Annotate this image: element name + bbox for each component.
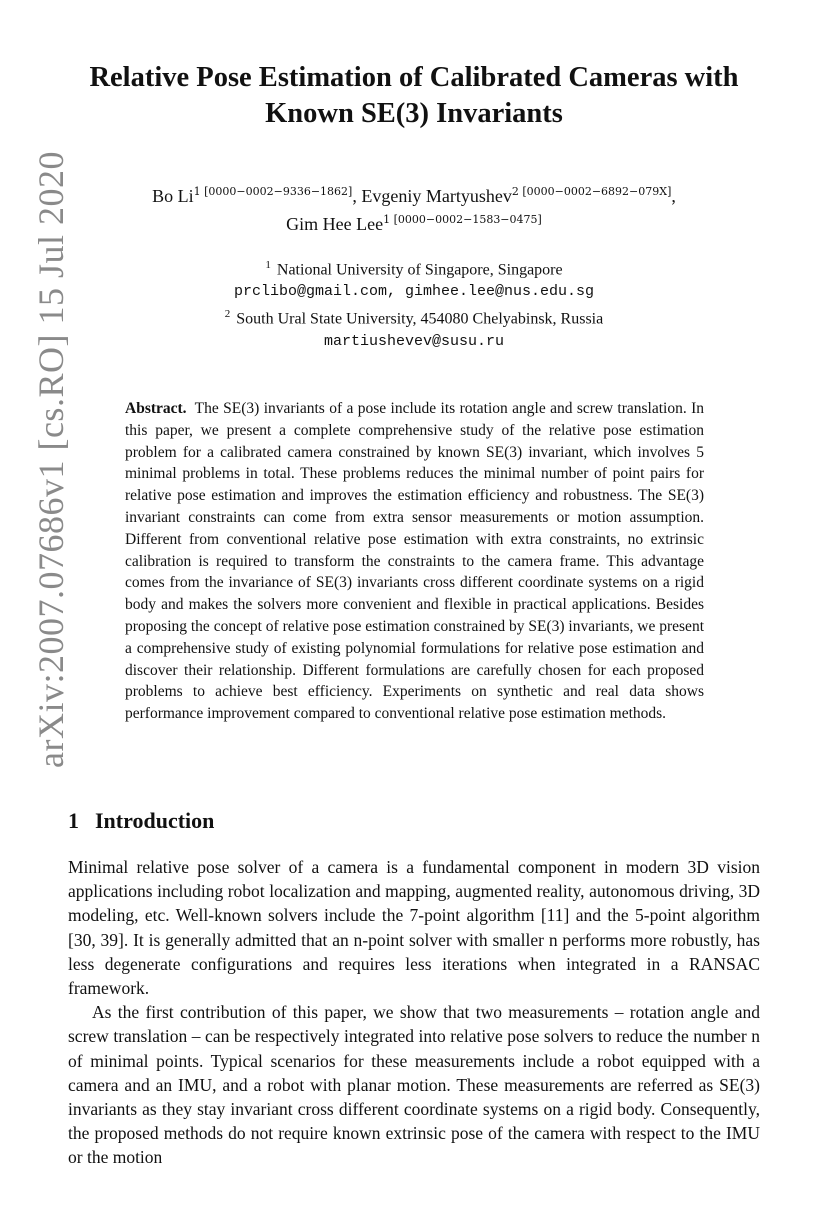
affiliation-2: $^2$ South Ural State University, 454080 Chelyabinsk, Russia bbox=[224, 308, 604, 328]
affiliation-2-email: martiushevev@susu.ru bbox=[323, 332, 505, 350]
abstract-label: Abstract. bbox=[125, 400, 187, 417]
author-orcid: 1 [0000−0002−1583−0475] bbox=[383, 213, 542, 226]
section-heading bbox=[68, 808, 214, 834]
section-title: Introduction bbox=[95, 808, 215, 833]
paragraph: As the first contribution of this paper, we show that two measurements – rotation angle and screw translation – can be respectively integrated into relative pose solvers to reduce the number n of minimal points. Typical scenarios for these measurements include a robot equipped with a camera and an IMU, and a robot with planar motion. These measurements are referred as SE(3) invariants as they stay invariant cross different coordinate systems on a rigid body. Consequently, the proposed methods do not require known extrinsic pose of the camera with respect to the IMU or the motion bbox=[68, 1002, 760, 1168]
author-name: Gim Hee Lee bbox=[286, 214, 384, 234]
author-name: Bo Li bbox=[152, 186, 194, 206]
author-name: Evgeniy Martyushev bbox=[361, 186, 512, 206]
affiliations bbox=[80, 254, 748, 353]
affiliation-1: $^1$ National University of Singapore, Singapore bbox=[265, 259, 563, 279]
title-line-1: Relative Pose Estimation of Calibrated Cameras with bbox=[89, 62, 739, 93]
author-orcid: 2 [0000−0002−6892−079X] bbox=[511, 185, 672, 198]
abstract bbox=[125, 398, 704, 725]
body-text bbox=[68, 855, 760, 1170]
section-number: 1 bbox=[68, 808, 79, 833]
author-list: Bo $Li^{1 [0000-0002-9336-1862]}$, Evgeniy Martyushev$^{2 [0000-0002-6892-079X]}$, Gim Hee Lee$^{1 [0000-0002-1583-0475]}$ bbox=[152, 185, 676, 234]
arxiv-sidebar-stamp: arXiv:2007.07686v1 [cs.RO] 15 Jul 2020 bbox=[31, 151, 71, 768]
paragraph: Minimal relative pose solver of a camera is a fundamental component in modern 3D vision applications including robot localization and mapping, augmented reality, autonomous driving, 3D modeling, etc. Well-known solvers include the 7-point algorithm [11] and the 5-point algorithm [30, 39]. It is generally admitted that an n-point solver with smaller n performs more robustly, has less degenerate configurations and requires less iterations when integrated in a RANSAC framework. bbox=[68, 857, 760, 999]
author-orcid: 1 [0000−0002−9336−1862] bbox=[193, 185, 353, 198]
title-line-2: Known SE(3) Invariants bbox=[265, 98, 563, 129]
abstract-text: The SE(3) invariants of a pose include its rotation angle and screw translation. In this paper, we present a complete comprehensive study of the relative pose estimation problem for a calibrated camera constrained by known SE(3) invariant, which involves 5 minimal problems in total. These problems reduces the minimal number of point pairs for relative pose estimation and improves the estimation efficiency and robustness. The SE(3) invariant constraints can come from extra sensor measurements or motion assumption. Different from conventional relative pose estimation with extra constraints, no extrinsic calibration is required to transform the constraints to the camera frame. This advantage comes from the invariance of SE(3) invariants cross different coordinate systems on a rigid body and makes the solvers more convenient and flexible in practical applications. Besides proposing the concept of relative pose estimation constrained by SE(3) invariants, we present a comprehensive study of existing polynomial formulations for relative pose estimation and discover their relationship. Different formulations are carefully chosen for each proposed problems to achieve best efficiency. Experiments on synthetic and real data shows performance improvement compared to conventional relative pose estimation methods. bbox=[125, 400, 704, 723]
paper-title bbox=[80, 60, 748, 132]
affiliation-1-email: prclibo@gmail.com, gimhee.lee@nus.edu.sg bbox=[233, 283, 595, 301]
